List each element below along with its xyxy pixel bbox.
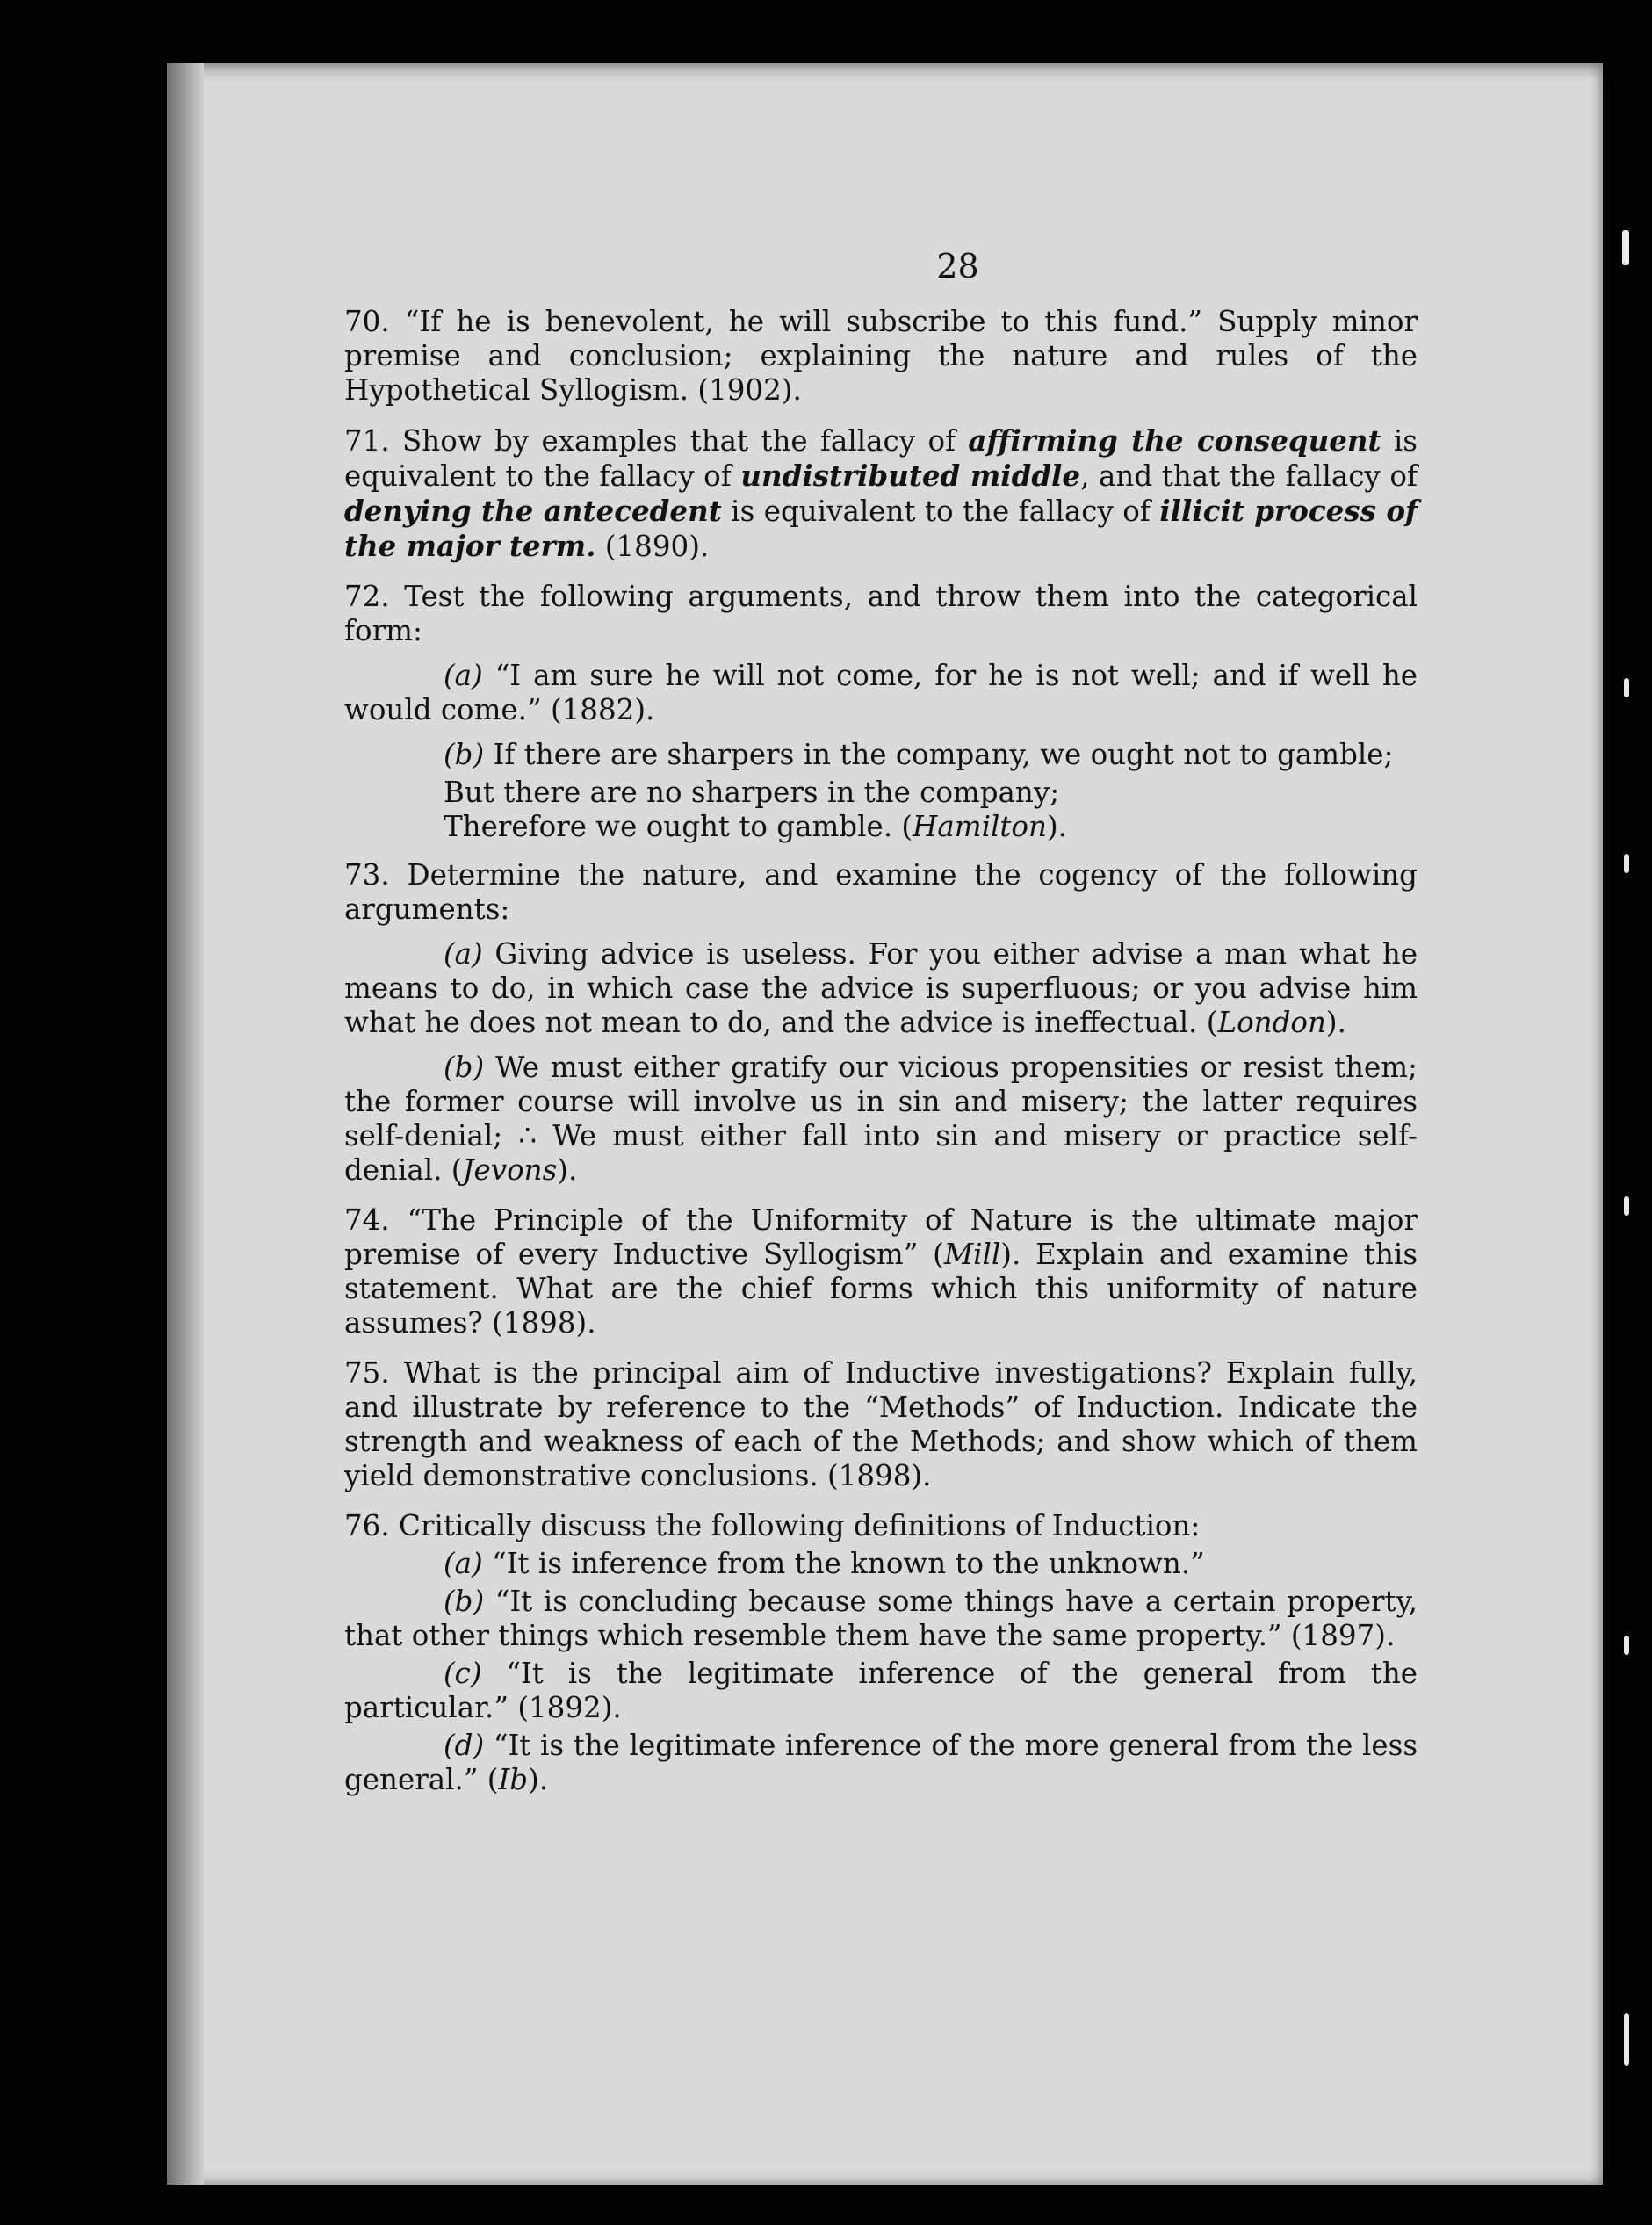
italic-term: denying the antecedent (344, 494, 722, 528)
page-text (344, 249, 1418, 1801)
edge-mark (1624, 854, 1629, 873)
sub-question-73a (344, 937, 1418, 1040)
sub-label: (a) (444, 937, 483, 971)
question-71 (344, 423, 1418, 564)
source-citation: Hamilton (913, 810, 1047, 843)
sub-text: ). (1325, 1006, 1346, 1039)
sub-text: ). (557, 1153, 578, 1187)
sub-question-76d (344, 1729, 1418, 1797)
sub-text: ). (528, 1763, 549, 1796)
question-text: (1890). (595, 530, 710, 563)
argument-text: Therefore we ought to gamble. ( (444, 810, 913, 843)
question-text: Show by examples that the fallacy of (402, 424, 969, 458)
sub-text: “It is the legitimate inference of the general from the particular.” (1892). (344, 1657, 1418, 1724)
sub-text: “I am sure he will not come, for he is not well; and if well he would come.” (1882). (344, 659, 1418, 726)
edge-mark (1622, 230, 1629, 265)
question-text: Determine the nature, and examine the cogency of the following arguments: (344, 858, 1418, 926)
sub-label: (b) (444, 1051, 485, 1084)
question-number: 76. (344, 1509, 390, 1542)
question-text: Test the following arguments, and throw them into the categorical form: (344, 580, 1418, 647)
question-number: 72. (344, 580, 390, 613)
sub-label: (b) (444, 1585, 485, 1618)
argument-line (444, 810, 1418, 844)
question-text: Critically discuss the following definitions of Induction: (399, 1509, 1201, 1542)
book-fore-edge (1603, 63, 1652, 2185)
sub-label: (d) (444, 1729, 485, 1762)
sub-label: (b) (444, 738, 485, 771)
sub-text: “It is the legitimate inference of the more general from the less general.” ( (344, 1729, 1418, 1796)
argument-text: ). (1046, 810, 1067, 843)
question-text: What is the principal aim of Inductive investigations? Explain fully, and illustrate by reference to the “Methods” of Induction. Indicate the strength and weakness of each of the Methods; and show which of them yield demonstrative conclusions. (1898). (344, 1356, 1418, 1492)
question-text: , and that the fallacy of (1080, 459, 1418, 493)
question-75 (344, 1356, 1418, 1493)
question-text: ). Explain and examine this statement. What are the chief forms which this uniformity of nature assumes? (1898). (344, 1238, 1418, 1340)
question-text: is equivalent to the fallacy of (721, 495, 1160, 528)
argument-line: But there are no sharpers in the company; (444, 776, 1060, 809)
sub-text: “It is concluding because some things have a certain property, that other things which resemble them have the same property.” (1897). (344, 1585, 1418, 1652)
question-text: “If he is benevolent, he will subscribe to this fund.” Supply minor premise and conclusion; explaining the nature and rules of the Hypothetical Syllogism. (1902). (344, 305, 1418, 407)
question-70 (344, 305, 1418, 408)
sub-label: (a) (444, 1547, 483, 1580)
sub-question-76a (344, 1547, 1418, 1581)
question-number: 74. (344, 1203, 390, 1237)
italic-term: affirming the consequent (968, 423, 1381, 458)
question-number: 71. (344, 424, 390, 458)
edge-mark (1624, 1196, 1629, 1216)
question-text: “The Principle of the Uniformity of Nature is the ultimate major premise of every Inductive Syllogism” ( (344, 1203, 1418, 1271)
edge-mark (1624, 1636, 1629, 1655)
italic-term: undistributed middle (740, 459, 1081, 493)
question-text: is equivalent to the fallacy of (344, 424, 1418, 493)
source-citation: London (1217, 1006, 1326, 1039)
sub-question-72b (344, 738, 1418, 772)
sub-label: (a) (444, 659, 483, 692)
italic-term: illicit process of the major term. (344, 494, 1418, 563)
sub-question-72a (344, 659, 1418, 727)
sub-text: “It is inference from the known to the unknown.” (482, 1547, 1205, 1580)
sub-question-76b (344, 1585, 1418, 1653)
question-76 (344, 1509, 1418, 1543)
question-74 (344, 1203, 1418, 1340)
question-number: 75. (344, 1356, 390, 1390)
source-citation: Ib (498, 1763, 529, 1796)
question-72 (344, 580, 1418, 648)
sub-text: Giving advice is useless. For you either advise a man what he means to do, in which case the advice is superfluous; or you advise him what he does not mean to do, and the advice is ineffectual. ( (344, 937, 1418, 1039)
page-number: 28 (936, 247, 979, 285)
page-gutter-shadow (167, 63, 204, 2185)
sub-text: If there are sharpers in the company, we ought not to gamble; (484, 738, 1394, 771)
source-citation: Jevons (462, 1153, 558, 1187)
question-73 (344, 858, 1418, 927)
sub-label: (c) (444, 1657, 482, 1690)
question-number: 70. (344, 305, 390, 338)
edge-mark (1624, 2013, 1629, 2066)
question-number: 73. (344, 858, 390, 892)
source-citation: Mill (943, 1238, 1001, 1271)
sub-text: We must either gratify our vicious propensities or resist them; the former course will involve us in sin and misery; the latter requires self-denial; ∴ We must either fall into sin and misery or practice self-denial. ( (344, 1051, 1418, 1187)
sub-question-73b (344, 1051, 1418, 1188)
edge-mark (1624, 678, 1629, 697)
sub-question-76c (344, 1657, 1418, 1725)
